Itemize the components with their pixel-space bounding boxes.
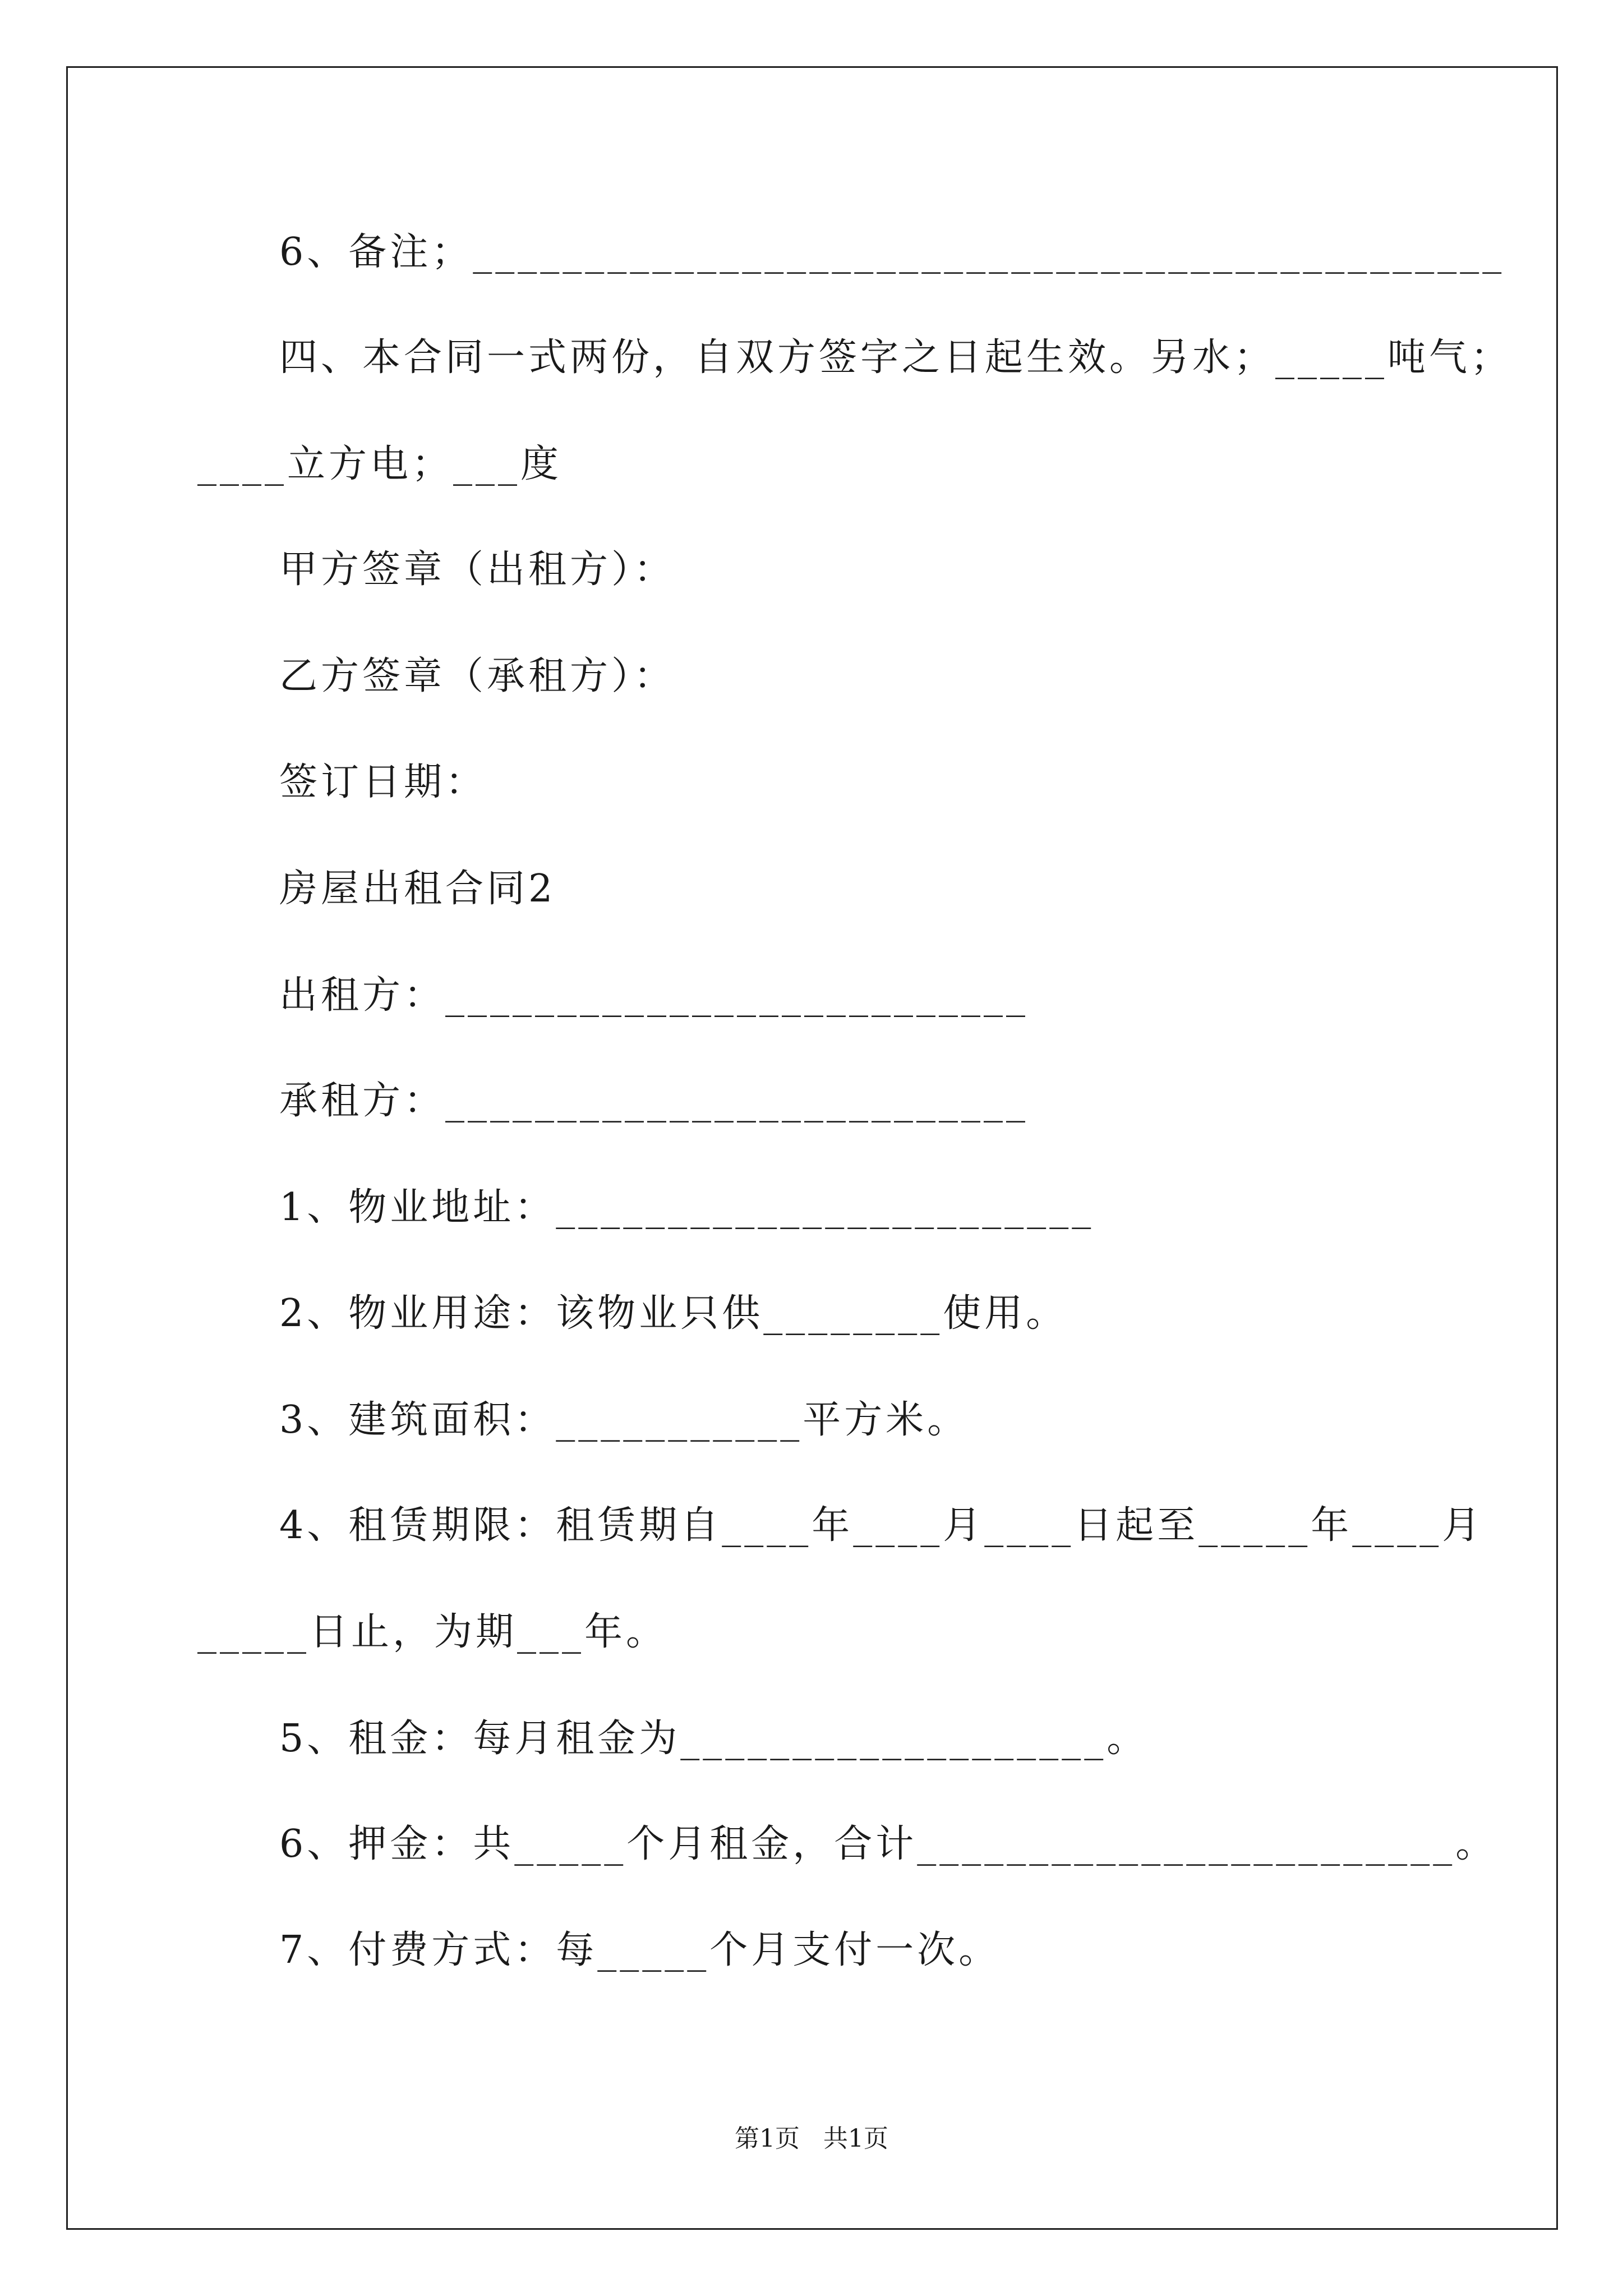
contract-title: 房屋出租合同2 bbox=[279, 867, 556, 911]
line-rent: 5、租金：每月租金为___________________。 bbox=[279, 1717, 1149, 1761]
page-frame bbox=[66, 66, 1558, 2230]
line-property-use: 2、物业用途：该物业只供________使用。 bbox=[279, 1291, 1068, 1336]
line-party-b-signature: 乙方签章（承租方）： bbox=[279, 654, 676, 698]
line-lessee: 承租方：__________________________ bbox=[279, 1079, 1029, 1123]
line-deposit: 6、押金：共_____个月租金，合计________________________。 bbox=[279, 1822, 1497, 1866]
line-floor-area: 3、建筑面积：___________平方米。 bbox=[279, 1398, 969, 1442]
line-payment-method: 7、付费方式：每_____个月支付一次。 bbox=[279, 1928, 1000, 1972]
line-clause-four-cont: ____立方电；___度 bbox=[197, 442, 562, 486]
line-remarks: 6、备注；______________________________________________ bbox=[279, 230, 1505, 274]
line-lease-term: 4、租赁期限：租赁期自____年____月____日起至_____年____月 bbox=[279, 1503, 1484, 1548]
line-lessor: 出租方：__________________________ bbox=[279, 973, 1029, 1018]
line-property-address: 1、物业地址：________________________ bbox=[279, 1185, 1095, 1230]
page-footer: 第1页 共1页 bbox=[735, 2124, 888, 2153]
line-lease-term-cont: _____日止，为期___年。 bbox=[197, 1610, 668, 1654]
line-signing-date: 签订日期： bbox=[279, 760, 487, 804]
line-clause-four: 四、本合同一式两份，自双方签字之日起生效。另水；_____吨气； bbox=[279, 335, 1513, 380]
line-party-a-signature: 甲方签章（出租方）： bbox=[279, 547, 676, 592]
